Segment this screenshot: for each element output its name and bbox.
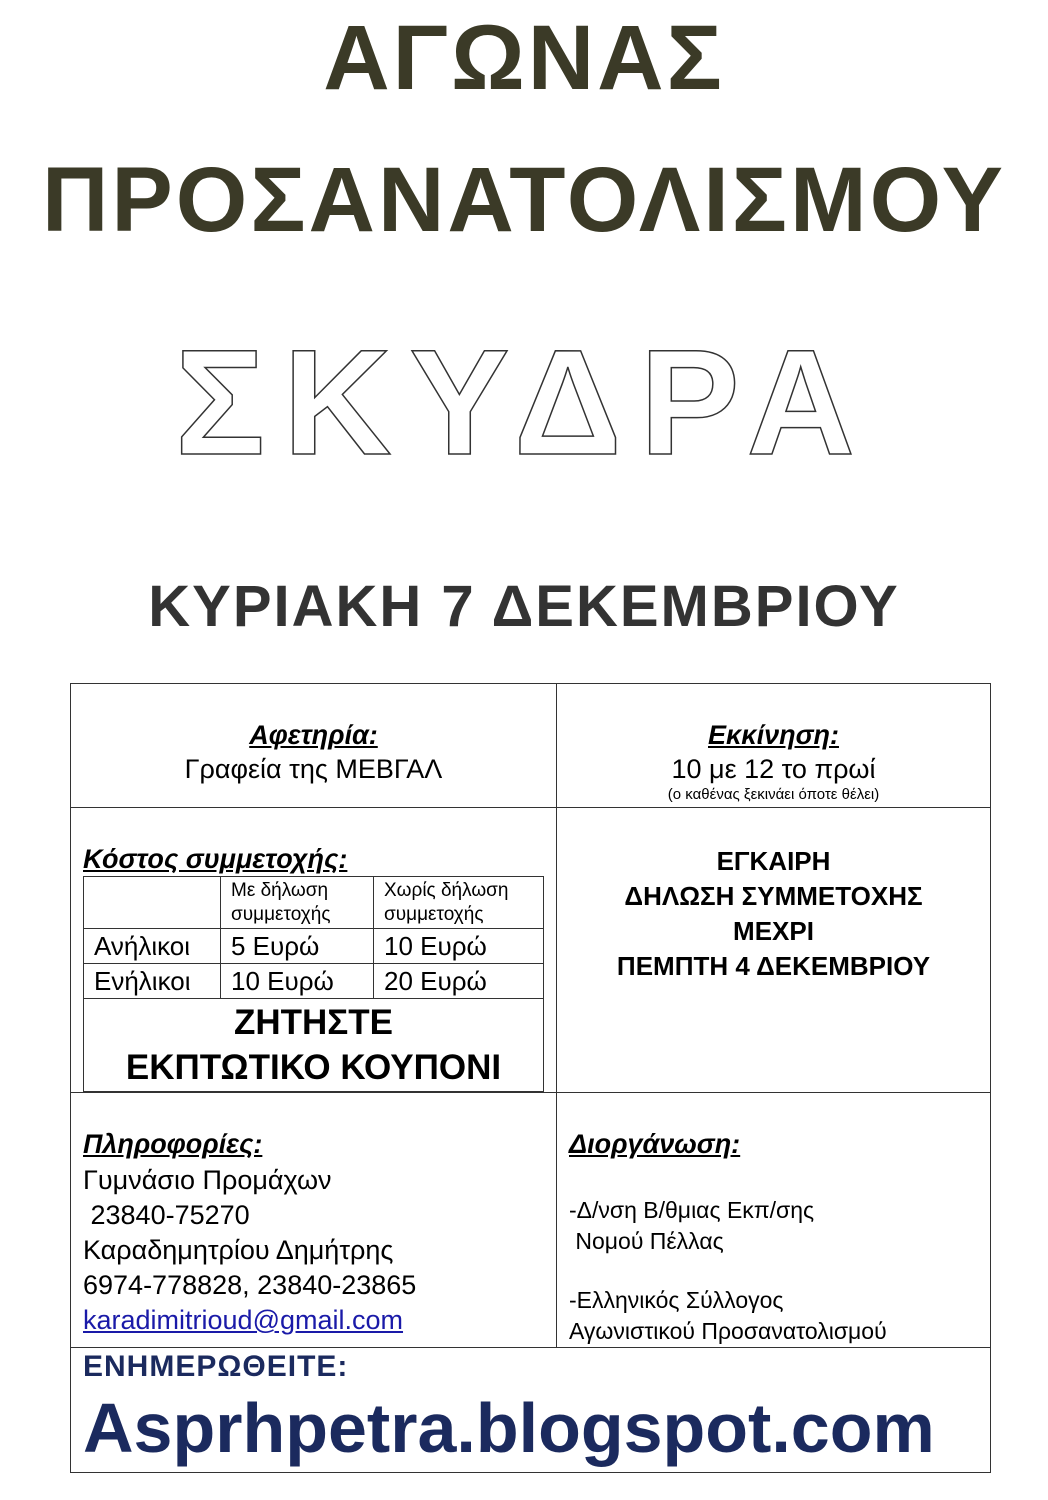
title-line-2: ΠΡΟΣΑΝΑΤΟΛΙΣΜΟΥ (41, 149, 1006, 251)
info-contact-phones: 6974-778828, 23840-23865 (83, 1270, 417, 1300)
start-location: Γραφεία της ΜΕΒΓΑΛ (184, 754, 443, 784)
registration-cell (556, 807, 991, 1093)
info-contact (83, 1163, 416, 1338)
fee-header-without-registration: Χωρίς δήλωση συμμετοχής (374, 877, 544, 929)
title-line-1: ΑΓΩΝΑΣ (323, 7, 725, 109)
cost-cell (70, 807, 557, 1093)
blog-url-link[interactable]: Asprhpetra.blogspot.com (83, 1389, 935, 1467)
fee-table (83, 876, 544, 1092)
start-time-heading: Εκκίνηση: (708, 720, 839, 750)
organizer-1-line-2: Νομού Πέλλας (569, 1228, 724, 1254)
organization-cell (556, 1092, 991, 1348)
coupon-cell (84, 999, 544, 1092)
organizer-2-line-1: -Ελληνικός Σύλλογος (569, 1287, 784, 1313)
fee-value: 10 Ευρώ (374, 929, 544, 964)
news-heading: ΕΝΗΜΕΡΩΘΕΙΤΕ: (83, 1350, 349, 1383)
registration-line: ΕΓΚΑΙΡΗ (716, 846, 831, 876)
organization-heading: Διοργάνωση: (569, 1129, 741, 1159)
news-cell (70, 1347, 991, 1473)
registration-line: ΜΕΧΡΙ (733, 916, 814, 946)
organizer-2-line-2: Αγωνιστικού Προσανατολισμού (569, 1318, 887, 1344)
fee-value: 5 Ευρώ (221, 929, 374, 964)
registration-deadline (557, 844, 990, 984)
coupon-line-1: ΖΗΤΗΣΤΕ (233, 1003, 394, 1042)
fee-category: Ανήλικοι (84, 929, 221, 964)
coupon-row (84, 999, 544, 1092)
start-time-cell (556, 683, 991, 808)
fee-value: 10 Ευρώ (221, 964, 374, 999)
registration-line: ΠΕΜΠΤΗ 4 ΔΕΚΕΜΒΡΙΟΥ (616, 951, 931, 981)
start-time-note: (ο καθένας ξεκινάει όποτε θέλει) (667, 786, 880, 803)
info-school-phone: 23840-75270 (83, 1200, 250, 1230)
info-heading: Πληροφορίες: (83, 1129, 263, 1159)
info-cell (70, 1092, 557, 1348)
fee-row-minors (84, 929, 544, 964)
fee-header-with-registration: Με δήλωση συμμετοχής (221, 877, 374, 929)
fee-header-row (84, 877, 544, 929)
info-email-link[interactable]: karadimitrioud@gmail.com (83, 1305, 404, 1335)
info-school: Γυμνάσιο Προμάχων (83, 1165, 332, 1195)
organizers (569, 1195, 887, 1347)
details-grid (70, 683, 991, 1473)
organizer-spacer (569, 1257, 887, 1285)
organizer-1-line-1: -Δ/νση Β/θμιας Εκπ/σης (569, 1197, 815, 1223)
place-name: ΣΚΥΔΡΑ (175, 318, 873, 486)
fee-row-adults (84, 964, 544, 999)
registration-line: ΔΗΛΩΣΗ ΣΥΜΜΕΤΟΧΗΣ (624, 881, 923, 911)
cost-heading: Κόστος συμμετοχής: (83, 844, 348, 874)
coupon-line-2: ΕΚΠΤΩΤΙΚΟ ΚΟΥΠΟΝΙ (125, 1048, 502, 1087)
fee-header-empty (84, 877, 221, 929)
start-cell (70, 683, 557, 808)
start-time-value: 10 με 12 το πρωί (671, 754, 876, 784)
start-heading: Αφετηρία: (249, 720, 378, 750)
fee-category: Ενήλικοι (84, 964, 221, 999)
fee-value: 20 Ευρώ (374, 964, 544, 999)
info-contact-name: Καραδημητρίου Δημήτρης (83, 1235, 394, 1265)
event-date: ΚΥΡΙΑΚΗ 7 ΔΕΚΕΜΒΡΙΟΥ (148, 574, 900, 639)
